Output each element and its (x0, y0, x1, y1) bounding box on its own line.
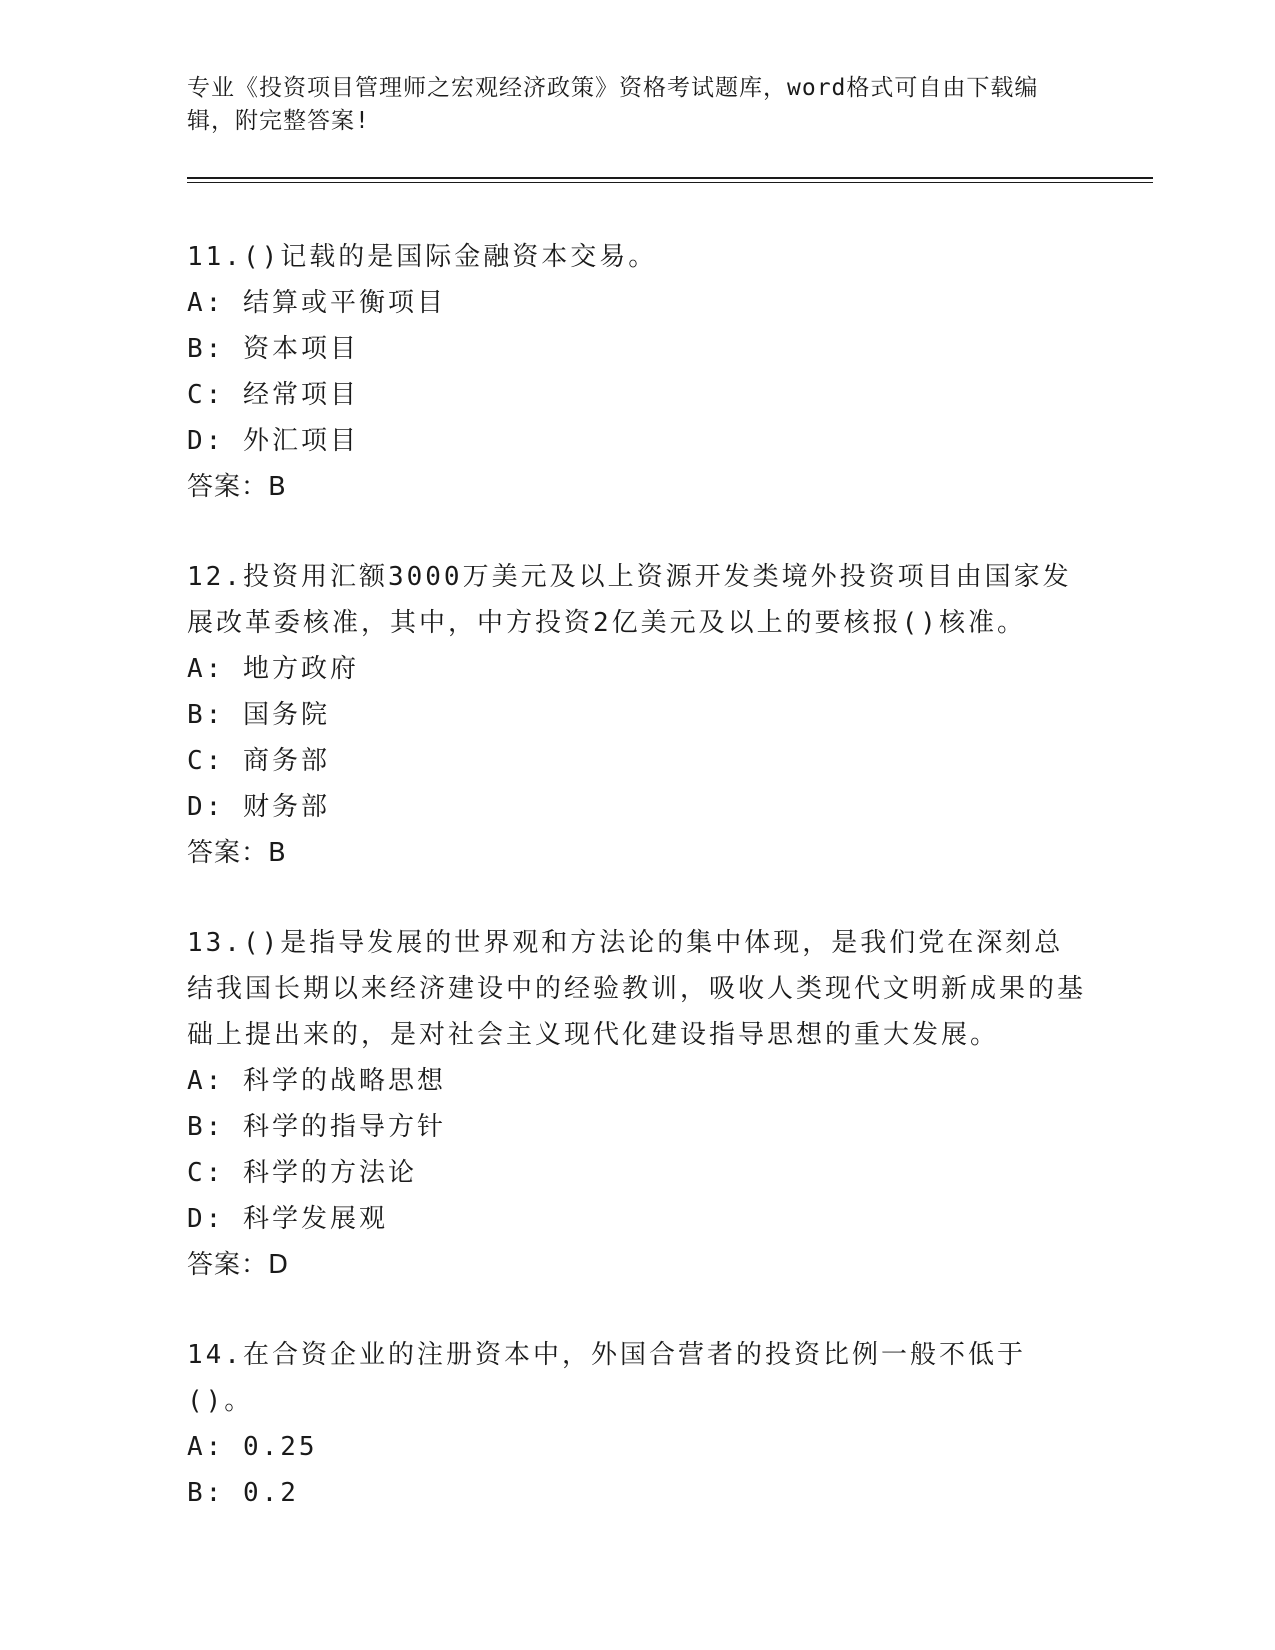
question-stem: 11.()记载的是国际金融资本交易。 (187, 242, 658, 272)
answer-line: 答案：B (187, 838, 287, 868)
option-d: D: 科学发展观 (187, 1204, 388, 1234)
question-13 (187, 920, 1087, 1288)
option-d: D: 财务部 (187, 792, 330, 822)
question-list (187, 234, 1087, 1560)
answer-line: 答案：B (187, 472, 287, 502)
option-a: A: 地方政府 (187, 654, 359, 684)
option-d: D: 外汇项目 (187, 426, 359, 456)
question-stem: 12.投资用汇额3000万美元及以上资源开发类境外投资项目由国家发展改革委核准，其中，中方投资2亿美元及以上的要核报()核准。 (187, 562, 1072, 638)
option-b: B: 0.2 (187, 1478, 299, 1508)
option-a: A: 0.25 (187, 1432, 318, 1462)
option-a: A: 科学的战略思想 (187, 1066, 446, 1096)
answer-line: 答案：D (187, 1250, 290, 1280)
question-12 (187, 554, 1087, 876)
option-c: C: 科学的方法论 (187, 1158, 417, 1188)
header-divider-thin (187, 182, 1153, 183)
option-a: A: 结算或平衡项目 (187, 288, 446, 318)
question-stem: 14.在合资企业的注册资本中，外国合营者的投资比例一般不低于()。 (187, 1340, 1026, 1416)
document-header: 专业《投资项目管理师之宏观经济政策》资格考试题库，word格式可自由下载编辑，附完整答案! (187, 75, 1039, 134)
question-14 (187, 1332, 1087, 1516)
option-c: C: 经常项目 (187, 380, 359, 410)
option-b: B: 国务院 (187, 700, 330, 730)
question-11 (187, 234, 1087, 510)
option-b: B: 科学的指导方针 (187, 1112, 446, 1142)
option-b: B: 资本项目 (187, 334, 359, 364)
question-stem: 13.()是指导发展的世界观和方法论的集中体现，是我们党在深刻总结我国长期以来经济建设中的经验教训，吸收人类现代文明新成果的基础上提出来的，是对社会主义现代化建设指导思想的重大发展。 (187, 928, 1087, 1050)
header-divider-thick (187, 177, 1153, 179)
option-c: C: 商务部 (187, 746, 330, 776)
